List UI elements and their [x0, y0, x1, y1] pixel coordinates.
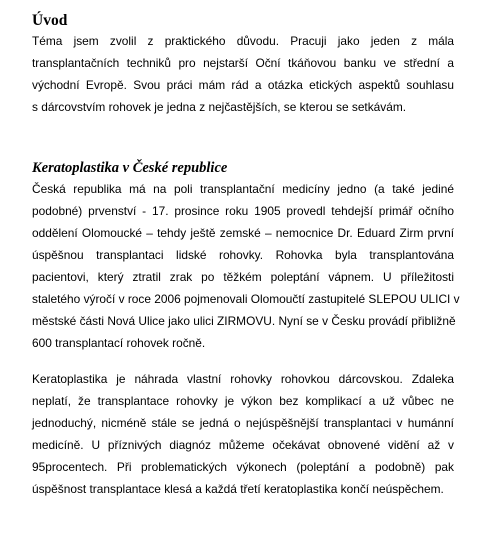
text-line: úspěšnou transplantaci lidské rohovky. Rohovka byla transplantována	[32, 248, 454, 262]
text-line: podobné) prvenství - 17. prosince roku 1905 provedl tehdejší primář očního	[32, 204, 454, 218]
text-line: oddělení Olomoucké – tehdy ještě zemské – nemocnice Dr. Eduard Zirm první	[32, 226, 454, 240]
text-line: Téma jsem zvolil z praktického důvodu. Pracuji jako jeden z mála	[32, 34, 454, 48]
paragraph-history	[32, 178, 460, 354]
text-line: staletého výročí v roce 2006 pojmenovali Olomoučtí zastupitelé SLEPOU ULICI v	[32, 292, 460, 306]
text-line: 600 transplantací rohovek ročně.	[32, 336, 206, 350]
text-line: pacientovi, který ztratil zrak po těžkém poleptání vápnem. U příležitosti	[32, 270, 454, 284]
text-line: úspěšnost transplantace klesá a každá třetí keratoplastika končí neúspěchem.	[32, 482, 444, 496]
section-heading-uvod: Úvod	[32, 12, 68, 29]
paragraph-uvod	[32, 30, 454, 118]
text-line: transplantačních techniků pro nejstarší Oční tkáňovou banku ve střední a	[32, 56, 454, 70]
text-line: východní Evropě. Svou práci mám rád a otázka etických aspektů souhlasu	[32, 78, 454, 92]
text-line: neplatí, že transplantace rohovky je výkon bez komplikací a už vůbec ne	[32, 394, 454, 408]
text-line: jednoduchý, nicméně stále se jedná o nejúspěšnější transplantaci v humánní	[32, 416, 454, 430]
paragraph-keratoplasty	[32, 368, 454, 500]
text-line: Keratoplastika je náhrada vlastní rohovky rohovkou dárcovskou. Zdaleka	[32, 372, 454, 386]
text-line: s dárcovstvím rohovek je jedna z nejčastějších, se kterou se setkávám.	[32, 100, 407, 114]
text-line: 95procentech. Při problematických výkonech (poleptání a podobně) pak	[32, 460, 454, 474]
text-line: Česká republika má na poli transplantační medicíny jedno (a také jediné	[32, 182, 454, 196]
section-heading-keratoplastika: Keratoplastika v České republice	[32, 160, 228, 176]
text-line: medicíně. U příznivých diagnóz můžeme očekávat obnovené vidění až v	[32, 438, 454, 452]
text-line: městské části Nová Ulice jako ulici ZIRMOVU. Nyní se v Česku provádí přibližně	[32, 314, 456, 328]
